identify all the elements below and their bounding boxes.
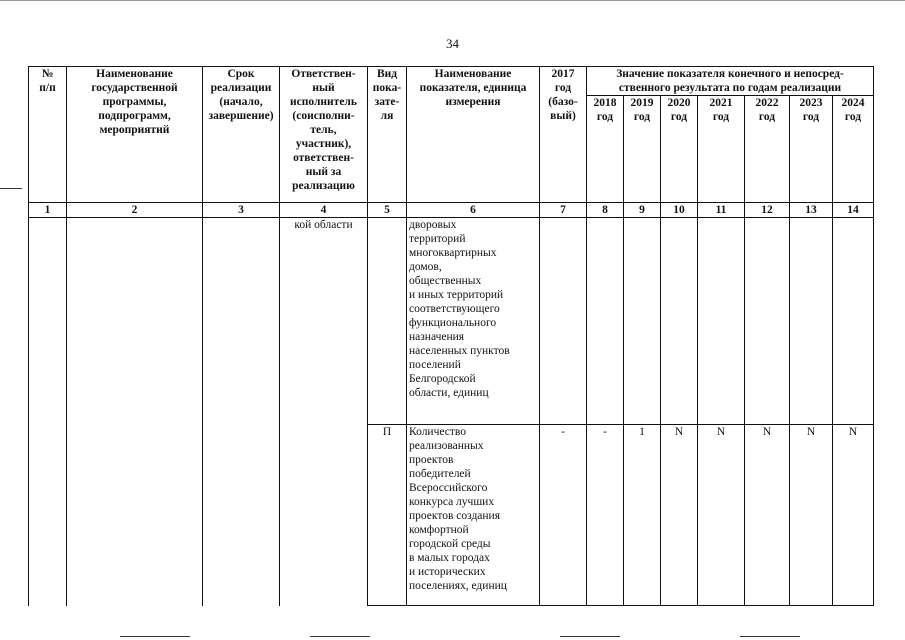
cell-value-2021: N xyxy=(698,425,745,606)
column-number-4: 4 xyxy=(280,203,368,218)
page-number: 34 xyxy=(446,36,459,51)
scan-edge-top xyxy=(0,0,905,1)
cell-value-2018: - xyxy=(587,425,624,606)
header-year-2020: 2020 год xyxy=(661,96,698,203)
cell-number xyxy=(29,218,67,606)
header-program-name: Наименование государственной программы, подпрограмм, мероприятий xyxy=(67,67,203,203)
cell-value-2019: 1 xyxy=(624,425,661,606)
header-number: № п/п xyxy=(29,67,67,203)
cell-base-value xyxy=(540,218,587,425)
cell-value-2019 xyxy=(624,218,661,425)
column-number-11: 11 xyxy=(698,203,745,218)
cell-indicator-type: П xyxy=(368,425,407,606)
header-indicator-name: Наименование показателя, единица измерения xyxy=(407,67,540,203)
header-year-2021: 2021 год xyxy=(698,96,745,203)
header-values-group: Значение показателя конечного и непосред- ственного результата по годам реализации xyxy=(587,67,874,96)
cell-value-2021 xyxy=(698,218,745,425)
scan-edge-bottom-2 xyxy=(310,636,370,637)
header-year-2022: 2022 год xyxy=(745,96,790,203)
indicators-table xyxy=(28,66,874,606)
cell-indicator-type xyxy=(368,218,407,425)
cell-term xyxy=(203,218,280,606)
header-indicator-type: Вид пока- зате- ля xyxy=(368,67,407,203)
scan-edge-bottom-1 xyxy=(120,636,190,637)
scan-edge-bottom-4 xyxy=(740,636,800,637)
column-number-2: 2 xyxy=(67,203,203,218)
cell-value-2024 xyxy=(833,218,874,425)
header-year-2019: 2019 год xyxy=(624,96,661,203)
cell-value-2024: N xyxy=(833,425,874,606)
column-number-7: 7 xyxy=(540,203,587,218)
column-number-9: 9 xyxy=(624,203,661,218)
column-number-12: 12 xyxy=(745,203,790,218)
header-year-2024: 2024 год xyxy=(833,96,874,203)
cell-value-2022 xyxy=(745,218,790,425)
column-number-5: 5 xyxy=(368,203,407,218)
column-number-3: 3 xyxy=(203,203,280,218)
header-term: Срок реализации (начало, завершение) xyxy=(203,67,280,203)
column-number-14: 14 xyxy=(833,203,874,218)
column-number-10: 10 xyxy=(661,203,698,218)
column-number-13: 13 xyxy=(790,203,833,218)
column-number-1: 1 xyxy=(29,203,67,218)
cell-value-2020 xyxy=(661,218,698,425)
header-year-2018: 2018 год xyxy=(587,96,624,203)
cell-indicator-name: Количество реализованных проектов победителей Всероссийского конкурса лучших проектов создания комфортной городской среды в малых городах и исторических поселениях, единиц xyxy=(407,425,540,606)
header-year-2023: 2023 год xyxy=(790,96,833,203)
cell-responsible: кой области xyxy=(280,218,368,606)
header-base-year: 2017 год (базо- вый) xyxy=(540,67,587,203)
table-row xyxy=(29,218,874,425)
scan-edge-bottom-3 xyxy=(560,636,620,637)
header-responsible: Ответствен- ный исполнитель (соисполни- тель, участник), ответствен- ный за реализацию xyxy=(280,67,368,203)
cell-indicator-name: дворовых территорий многоквартирных домов, общественных и иных территорий соответствующего функционального назначения населенных пунктов поселений Белгородской области, единиц xyxy=(407,218,540,425)
cell-value-2023: N xyxy=(790,425,833,606)
cell-value-2022: N xyxy=(745,425,790,606)
cell-value-2018 xyxy=(587,218,624,425)
scan-edge-left xyxy=(0,188,22,189)
cell-value-2023 xyxy=(790,218,833,425)
column-number-8: 8 xyxy=(587,203,624,218)
cell-value-2020: N xyxy=(661,425,698,606)
column-number-6: 6 xyxy=(407,203,540,218)
cell-base-value: - xyxy=(540,425,587,606)
cell-program-name xyxy=(67,218,203,606)
